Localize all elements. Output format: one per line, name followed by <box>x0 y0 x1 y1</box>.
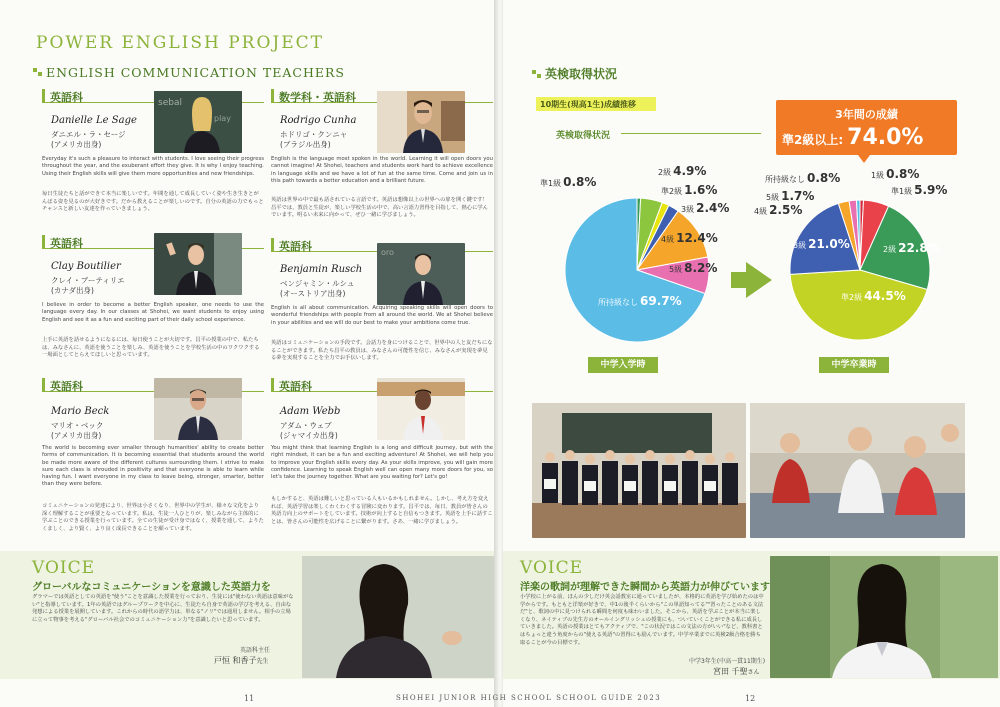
voice-suffix: さん <box>747 669 760 676</box>
teacher-message-en: You might think that learning English is a long and difficult journey, but with the right mindset, it can be a fun and exciting adventure! At Shohei, we will help you to improve your English skills every day. As your skills improve, you will gain more confidence. Learning to speak English well can open many more doors for you, so let's take the journey together. What are you waiting for? Let's go! <box>271 445 493 481</box>
teacher-origin: (ブラジル出身) <box>280 140 331 149</box>
arrow-icon <box>746 262 772 298</box>
teacher-photo <box>154 91 242 153</box>
teacher-origin: (アメリカ出身) <box>51 140 102 149</box>
status-label: 英検取得状況 <box>556 131 611 141</box>
voice-suffix: 先生 <box>256 658 269 665</box>
section-title: 英検取得状況 <box>545 67 618 81</box>
cohort-label: 10期生(現高1生)成績推移 <box>536 97 656 111</box>
voice-label: VOICE <box>32 558 96 578</box>
teacher-name-en: Rodrigo Cunha <box>280 115 357 126</box>
teacher-photo <box>377 243 465 305</box>
teacher-name-jp: マリオ・ベック <box>51 421 104 430</box>
pie-slice-label: 所持級なし 69.7% <box>598 294 682 308</box>
teacher-name-jp: ダニエル・ラ・セージ <box>51 130 126 139</box>
pie-chart-entry <box>503 0 1000 400</box>
teacher-subject: 英語科 <box>279 380 312 393</box>
teacher-subject: 数学科・英語科 <box>279 91 356 104</box>
teacher-name-en: Mario Beck <box>51 406 110 417</box>
teacher-photo <box>154 233 242 295</box>
pie-slice-label: 3級 21.0% <box>793 237 850 251</box>
pie-slice-label: 3級 2.4% <box>681 201 730 215</box>
pie-slice-label: 5級 8.2% <box>669 261 718 275</box>
teacher-card <box>271 378 493 548</box>
teacher-name-jp: クレイ・ブーティリエ <box>51 276 125 285</box>
voice-role: 英語科主任 <box>240 647 271 654</box>
class-photo <box>532 403 746 538</box>
svg-text:play: play <box>214 114 231 123</box>
teacher-message-en: I believe in order to become a better English speaker, one needs to use the language every day. In our classes at Shohei, we want students to enjoy using English and see it as a fun and exciting part of their daily school experience. <box>42 302 264 323</box>
teacher-name-jp: アダム・ウェブ <box>280 421 332 430</box>
voice-person <box>713 666 760 677</box>
teacher-origin: (ジャマイカ出身) <box>280 431 338 440</box>
pie-slice-label: 準1級 0.8% <box>540 175 597 189</box>
teacher-message-jp: 英語はコミュニケーションの手段です。会話力を身につけることで、世界中の人と友だちになることができます。私たち昌平の教員は、みなさんの可能性を信じ、みなさんが実現を夢見る夢を実現することを全力でお手伝いします。 <box>271 340 493 362</box>
teacher-origin: (カナダ出身) <box>51 286 94 295</box>
teacher-message-jp: 毎日生徒たちと話ができて本当に楽しいです。年間を通して成長していく姿や生き生きとがんばる姿を見るのが大好きです。だから教えることが楽しいのです。自分の英語の力でもっとチャンスと新しい友達を作っていきましょう。 <box>42 191 264 213</box>
teacher-message-en: The world is becoming ever smaller through humanities' ability to create better forms of communication. It is becoming essential that students around the world be made more aware of the different cultures surrounding them. I strive to make sure each class is shrouded in positivity and that everyone is able to learn while having fun. I want everyone in my class to leave being, stronger, smarter, better than they were before. <box>42 445 264 488</box>
teacher-origin: (アメリカ出身) <box>51 431 102 440</box>
teacher-subject: 英語科 <box>50 380 83 393</box>
pie-slice-label: 5級 1.7% <box>766 189 815 203</box>
pie-slice-label: 2級 22.8% <box>883 241 940 255</box>
svg-text:oro: oro <box>381 248 394 257</box>
pie-slice-label: 2級 4.9% <box>658 164 707 178</box>
voice-label: VOICE <box>520 558 584 578</box>
teacher-card <box>42 235 264 377</box>
teacher-message-jp: 上手に英語を話せるようになるには、毎日使うことが大切です。昌平の授業の中で、私たちは、みなさんに、英語を使うことを楽しみ、英語を使うことを学校生活の中のワクワクする一場面としてとらえてほしいと思っています。 <box>42 337 260 359</box>
teacher-card <box>271 89 493 231</box>
pie-slice-label: 準2級 44.5% <box>841 289 906 303</box>
voice-body: グラマーでは英語としての英語を"使う"ことを意識した授業を行っており、生徒には"使わない英語は意味がない"と指導しています。1年の英語ではグループワークを中心に、生徒たち自身で英語の学びを考える、自由な発想による授業を展開しています。これからの時代の語学力は、単なる"ノリ"では通用しません。相手の立場に立って物事を考える"グローバル社会でのコミュニケーション力"を意識したいと思っています。 <box>32 594 294 623</box>
right-page <box>503 0 1000 707</box>
teacher-name-en: Clay Boutilier <box>51 261 121 272</box>
teacher-name-jp: ホドリゴ・クンニャ <box>280 130 348 139</box>
title-bullet-icon <box>33 68 37 72</box>
teacher-photo <box>377 378 465 440</box>
pie-slice-label: 準2級 1.6% <box>661 183 718 197</box>
teacher-name-en: Benjamin Rusch <box>280 264 363 275</box>
arrow-icon-stem <box>731 272 747 288</box>
teacher-message-jp: コミュニケーションの発達により、世界は小さくなり、世界中の学生が、様々な文化をより深く理解することが重要となっています。私は、生徒一人ひとりが、楽しみながら主体的に学ぶことのできる授業を行っています。全ての生徒が受け身ではなく、授業を通して、よりたくましく、より賢く、より良く成長できることを願っています。 <box>42 503 264 532</box>
page-number: 12 <box>745 694 756 703</box>
pie-slice-label: 所持級なし 0.8% <box>765 171 841 185</box>
teacher-message-jp: 英語は世界の中で最も話されている言語です。英語は想像以上の世界への扉を開く鍵です！昌平では、教員と生徒が、楽しい学校生活の中で、高い言語力習得を目指して、熱心に学んでいます。明るい未来に向かって、ぜひ一緒に学びましょう。 <box>271 197 488 219</box>
result-title: 3年間の成績 <box>835 108 898 121</box>
result-label: 準2級以上: <box>782 133 844 147</box>
teacher-photo <box>377 91 465 153</box>
voice-headline: グローバルなコミュニケーションを意識した英語力を <box>32 582 271 593</box>
teacher-card <box>42 378 264 548</box>
voice-photo <box>770 556 998 678</box>
teacher-card <box>271 238 493 380</box>
teacher-origin: (オーストリア出身) <box>280 289 346 298</box>
teacher-name-en: Danielle Le Sage <box>51 115 137 126</box>
teacher-photo <box>154 378 242 440</box>
section-subtitle: ENGLISH COMMUNICATION TEACHERS <box>46 65 345 80</box>
title-bullet-icon <box>38 72 42 76</box>
pie-slice-label: 1級 0.8% <box>871 167 920 181</box>
teacher-subject: 英語科 <box>279 240 312 253</box>
teacher-subject: 英語科 <box>50 91 83 104</box>
voice-photo <box>302 556 494 678</box>
teacher-card <box>42 89 264 231</box>
svg-text:sebal: sebal <box>158 98 182 108</box>
voice-headline: 洋楽の歌詞が理解できた瞬間から英語力が伸びています <box>520 582 770 593</box>
footer-text: SHOHEI JUNIOR HIGH SCHOOL SCHOOL GUIDE 2023 <box>396 694 662 702</box>
pie-slice-label: 準1級 5.9% <box>891 183 948 197</box>
pie-slice-label: 4級 12.4% <box>661 231 718 245</box>
page-number: 11 <box>244 694 255 703</box>
voice-name: 宮田 千聖 <box>713 667 748 676</box>
teacher-subject: 英語科 <box>50 237 83 250</box>
teacher-message-en: Everyday it's such a pleasure to interact with students. I love seeing their progress throughout the year, and the exuberant effort they give. It is why I enjoy teaching. Using their English skills will give them more opportunities and new friendships. <box>42 156 264 177</box>
before-label: 中学入学時 <box>588 357 658 373</box>
voice-name: 戸恒 和香子 <box>214 656 257 665</box>
pie-slice-label: 4級 2.5% <box>754 203 803 217</box>
activity-photo <box>750 403 965 538</box>
teacher-message-en: English is the language most spoken in the world. Learning it will open doors you cannot imagine! At Shohei, teachers and students work hard to achieve excellence in language skills and we have a lot of fun at the same time. Come and join us in this path towards a better education and a brilliant future. <box>271 156 493 184</box>
teacher-message-en: English is all about communication. Acquiring speaking skills will open doors to wonderful friendships with people from all around the world. We at Shohei believe in your abilities and we will do our best to make your ambitions come true. <box>271 305 493 326</box>
teacher-name-jp: ベンジャミン・ルシュ <box>280 279 355 288</box>
main-title: POWER ENGLISH PROJECT <box>36 33 324 53</box>
teacher-message-jp: もしかすると、英語は難しいと思っている人もいるかもしれません。しかし、考え方を変えれば、英語学習は楽しくわくわくする冒険に変わります。昌平では、毎日、教員が皆さんの英語力向上のサポートをしています。技術が向上すると自信もつきます。英語を上手に話すことは、皆さんの可能性を広げることに繋がります。さあ、一緒に学びましょう。 <box>271 496 493 525</box>
voice-person <box>214 655 269 666</box>
voice-role: 中学3年生(中高一貫11期生) <box>689 658 766 665</box>
result-value: 74.0% <box>847 125 924 150</box>
teacher-name-en: Adam Webb <box>280 406 341 417</box>
left-page <box>0 0 497 707</box>
voice-body: 小学校に上がる前、ほんの少しだけ英会話教室に通っていましたが、本格的に英語を学び始めたのは中学からです。もともと洋楽が好きで、中1の後半くらいから"この単語知ってる""習ったことのある文法だ"と、歌詞の中に見つけられる瞬間を何度も味わいました。そこから、英語を学ぶことが本当に楽しくなり、ネイティブの先生方のオールイングリッシュの授業にも、ついていくことができる私に成長していきました。英語の授業はとてもアクティブで、"この状況ではこの文法の方がいい"など、教科書とはちょっと違う角度からの"使える英語"の習得にも励んでいます。中学卒業までに英検2級合格を勝ち取ることが今の目標です。 <box>520 594 764 646</box>
after-label: 中学卒業時 <box>819 357 889 373</box>
